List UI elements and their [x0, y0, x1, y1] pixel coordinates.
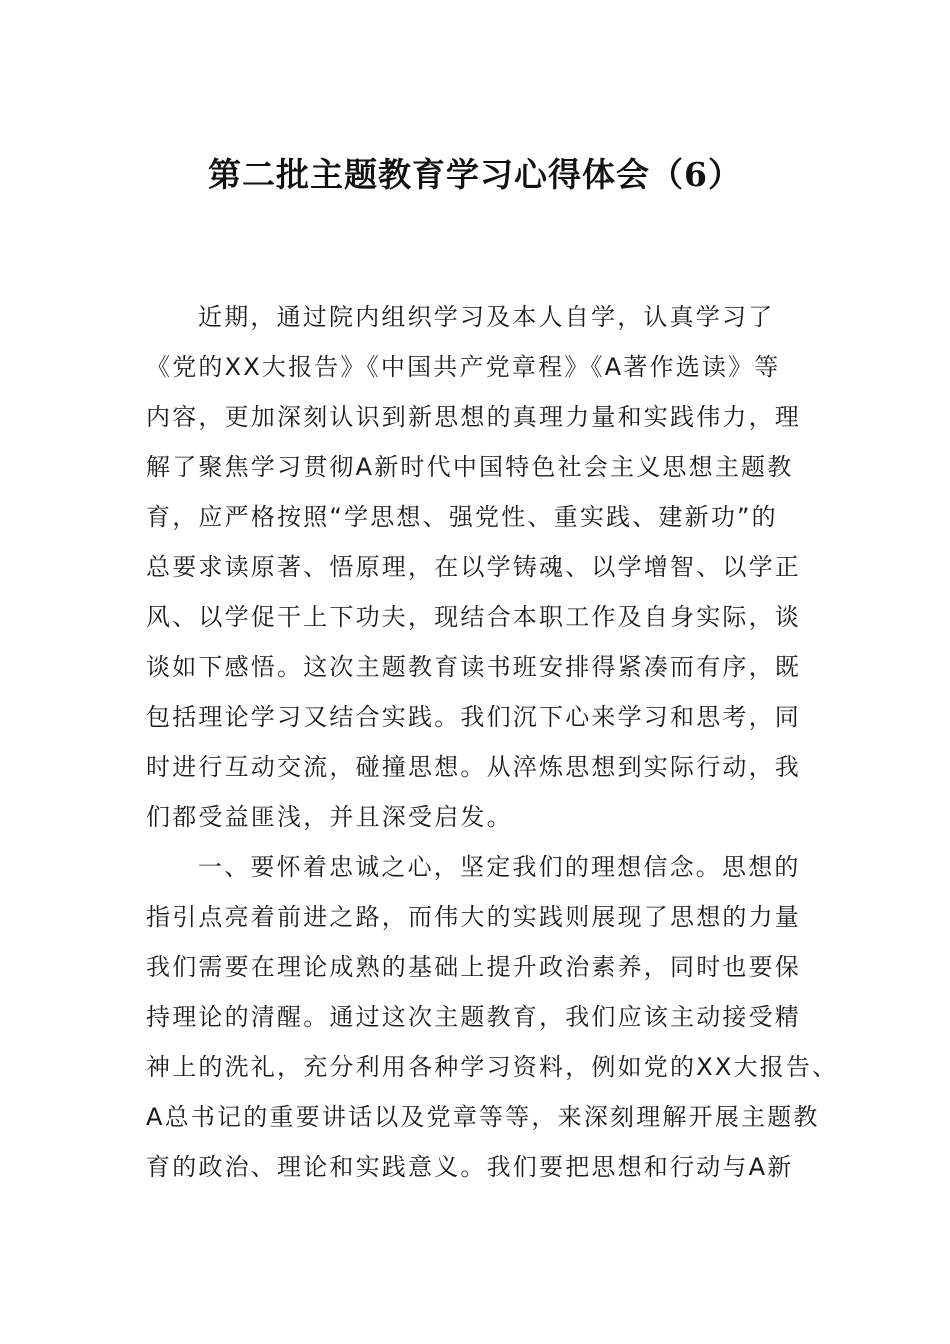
- paragraph-1-line: 时进行互动交流，碰撞思想。从淬炼思想到实际行动，我: [146, 753, 801, 781]
- paragraph-1-line: 解了聚焦学习贯彻A新时代中国特色社会主义思想主题教: [146, 453, 794, 481]
- paragraph-2-line: 持理论的清醒。通过这次主题教育，我们应该主动接受精: [146, 1003, 801, 1031]
- document-body: [146, 292, 839, 1192]
- paragraph-1-line: 谈如下感悟。这次主题教育读书班安排得紧凑而有序，既: [146, 653, 801, 681]
- paragraph-1-line: 包括理论学习又结合实践。我们沉下心来学习和思考，同: [146, 703, 801, 731]
- paragraph-1-line: 风、以学促干上下功夫，现结合本职工作及自身实际，谈: [146, 603, 801, 631]
- paragraph-1-line: 总要求读原著、悟原理，在以学铸魂、以学增智、以学正: [146, 553, 801, 581]
- paragraph-1-line: 近期，通过院内组织学习及本人自学，认真学习了: [198, 303, 775, 331]
- paragraph-2-line: 育的政治、理论和实践意义。我们要把思想和行动与A新: [146, 1153, 794, 1181]
- paragraph-1-line: 育，应严格按照“学思想、强党性、重实践、建新功”的: [146, 503, 778, 531]
- paragraph-1-line: 《党的XX大报告》《中国共产党章程》《A著作选读》等: [146, 353, 781, 381]
- paragraph-2-line: 神上的洗礼，充分利用各种学习资料，例如党的XX大报告、: [146, 1053, 839, 1081]
- paragraph-2-line: 指引点亮着前进之路，而伟大的实践则展现了思想的力量: [146, 903, 801, 931]
- paragraph-2-line: 我们需要在理论成熟的基础上提升政治素养，同时也要保: [146, 953, 801, 981]
- paragraph-2-line: A总书记的重要讲话以及党章等等，来深刻理解开展主题教: [146, 1103, 820, 1131]
- paragraph-2-line: 一、要怀着忠诚之心，坚定我们的理想信念。思想的: [198, 853, 801, 881]
- paragraph-1-line: 们都受益匪浅，并且深受启发。: [146, 803, 513, 831]
- document-title: 第二批主题教育学习心得体会（6）: [208, 155, 742, 194]
- paragraph-1-line: 内容，更加深刻认识到新思想的真理力量和实践伟力，理: [146, 403, 801, 431]
